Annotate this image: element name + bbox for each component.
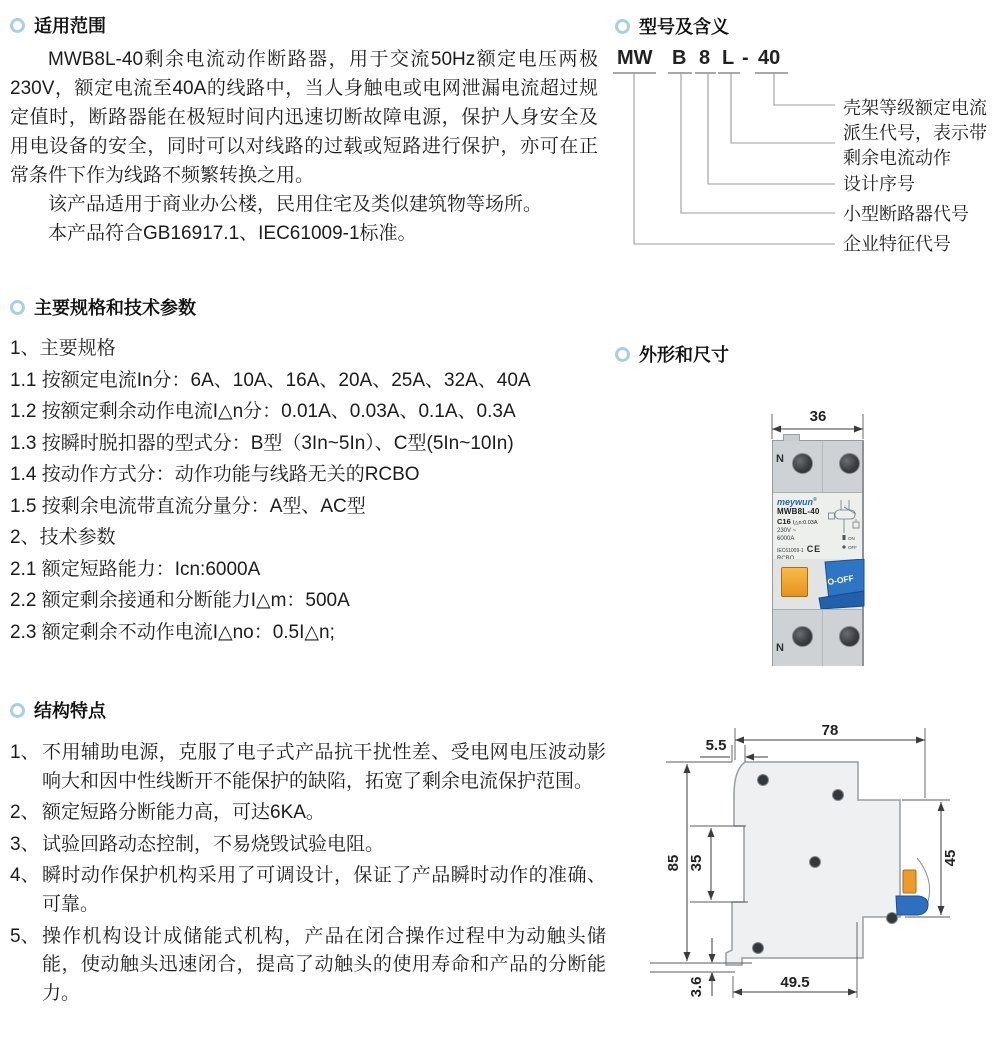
model-label: 设计序号 bbox=[843, 174, 915, 194]
svg-text:ON: ON bbox=[848, 536, 855, 541]
feature-item: 2、 额定短路分断能力高，可达6KA。 bbox=[10, 802, 325, 824]
breaker-front-view bbox=[768, 408, 868, 670]
spec-item: 1.2 按额定剩余动作电流I△n分：0.01A、0.03A、0.1A、0.3A bbox=[10, 401, 516, 422]
dim-35 bbox=[688, 826, 748, 902]
toggle-handle bbox=[773, 559, 865, 609]
breaker-side-drawing bbox=[640, 700, 972, 1022]
scope-line-2: 该产品适用于商业办公楼，民用住宅及类似建筑物等场所。 bbox=[48, 194, 543, 215]
top-terminal bbox=[773, 441, 862, 493]
bottom-terminal bbox=[773, 609, 862, 666]
model-code-l: L bbox=[722, 47, 735, 69]
spec-item: 2.1 额定短路能力：Icn:6000A bbox=[10, 558, 261, 580]
ring-icon bbox=[10, 18, 25, 33]
model-label: 派生代号，表示带剩余电流动作 bbox=[843, 123, 987, 168]
section-scope bbox=[10, 12, 598, 248]
section-model-meaning bbox=[600, 0, 1000, 290]
ring-icon bbox=[10, 300, 25, 315]
model-label: 壳架等级额定电流 bbox=[843, 98, 987, 118]
switch-area bbox=[773, 559, 862, 609]
spec-item: 1.5 按剩余电流带直流分量分：A型、AC型 bbox=[10, 495, 366, 517]
dim-36: 36 bbox=[809, 408, 827, 425]
dim-3-6 bbox=[650, 938, 735, 997]
spec-item: 1.3 按瞬时脱扣器的型式分：B型（3In~5In）、C型(5In~10In) bbox=[10, 432, 514, 454]
model-label: 企业特征代号 bbox=[843, 234, 951, 254]
terminal-screw bbox=[839, 453, 860, 474]
spec-item: 2.3 额定剩余不动作电流I△no：0.5I△n; bbox=[10, 621, 335, 643]
model-code-40: 40 bbox=[758, 47, 781, 69]
label-type: RCBO bbox=[777, 556, 795, 559]
rating-label bbox=[773, 493, 862, 559]
side-toggle bbox=[896, 896, 928, 915]
brand-logo: meywun® bbox=[777, 497, 817, 507]
features-title: 结构特点 bbox=[34, 701, 106, 721]
pole-seam bbox=[822, 610, 823, 666]
svg-text:5.5: 5.5 bbox=[705, 737, 727, 754]
specs-heading bbox=[10, 294, 610, 320]
feature-item: 4、 瞬时动作保护机构采用了可调设计，保证了产品瞬时动作的准确、可靠。 bbox=[10, 865, 606, 915]
model-title: 型号及含义 bbox=[639, 17, 729, 37]
features-heading bbox=[10, 697, 606, 723]
terminal-n-label: N bbox=[776, 453, 784, 465]
model-label: 小型断路器代号 bbox=[843, 204, 969, 224]
label-voltage: 230V ~ bbox=[777, 528, 797, 534]
section-features bbox=[10, 697, 606, 1008]
spec-item: 1.1 按额定电流In分：6A、10A、16A、20A、25A、32A、40A bbox=[10, 369, 531, 391]
svg-text:49.5: 49.5 bbox=[780, 974, 810, 991]
svg-text:78: 78 bbox=[821, 722, 839, 739]
ring-icon bbox=[615, 347, 630, 362]
spec-item: 2、技术参数 bbox=[10, 527, 116, 548]
label-standard: IEC61009-1 CE bbox=[777, 544, 822, 554]
spec-item: 1.4 按动作方式分：动作功能与线路无关的RCBO bbox=[10, 464, 420, 485]
scope-heading bbox=[10, 12, 598, 38]
terminal-n-label: N bbox=[776, 642, 784, 654]
din-tab bbox=[783, 434, 800, 441]
terminal-screw bbox=[792, 453, 813, 474]
outline-heading bbox=[615, 341, 729, 367]
scope-line-3: 本产品符合GB16917.1、IEC61009-1标准。 bbox=[48, 223, 417, 244]
ring-icon bbox=[10, 703, 25, 718]
feature-item: 5、 操作机构设计成储能式机构，产品在闭合操作过程中为动触头储能，使动触头迅速闭合，提高了动触头的使用寿命和产品的分断能力。 bbox=[10, 925, 606, 1004]
outline-title: 外形和尺寸 bbox=[639, 345, 729, 365]
pole-seam bbox=[822, 441, 823, 492]
breaker-body bbox=[772, 440, 864, 666]
terminal-screw bbox=[839, 626, 860, 647]
terminal-screw bbox=[792, 626, 813, 647]
svg-text:O-OFF: O-OFF bbox=[826, 572, 855, 587]
label-breaking: 6000A bbox=[777, 535, 795, 542]
model-code-b: B bbox=[672, 47, 687, 69]
scope-paragraph: MWB8L-40剩余电流动作断路器，用于交流50Hz额定电压两极230V，额定电流至40A的线路中，当人身触电或电网泄漏电流超过规定值时，断路器能在极短时间内迅速切断故障电源，保护人身安全及用电设备的安全，同时可以对线路的过载或短路进行保护，亦可在正常条件下作为线路不频繁转换之用。 bbox=[10, 49, 598, 186]
model-code-dash: - bbox=[742, 47, 749, 69]
feature-item: 1、 不用辅助电源，克服了电子式产品抗干扰性差、受电网电压波动影响大和因中性线断开不能保护的缺陷，拓宽了剩余电流保护范围。 bbox=[10, 742, 606, 792]
scope-title: 适用范围 bbox=[34, 16, 106, 36]
svg-text:45: 45 bbox=[942, 849, 959, 867]
svg-text:35: 35 bbox=[688, 854, 705, 872]
wiring-diagram bbox=[828, 498, 860, 554]
specs-title: 主要规格和技术参数 bbox=[34, 298, 196, 318]
svg-text:85: 85 bbox=[665, 854, 682, 872]
side-test-button bbox=[903, 870, 916, 893]
spec-item: 2.2 额定剩余接通和分断能力I△m：500A bbox=[10, 590, 350, 611]
feature-item: 3、 试验回路动态控制，不易烧毁试验电阻。 bbox=[10, 833, 385, 855]
dim-5-5 bbox=[700, 737, 768, 762]
model-code-8: 8 bbox=[699, 47, 711, 69]
model-code-mw: MW bbox=[617, 47, 653, 69]
label-curve-rating: C16 I△n:0.03A bbox=[777, 517, 818, 526]
spec-item: 1、主要规格 bbox=[10, 338, 116, 359]
svg-text:OFF: OFF bbox=[848, 545, 857, 550]
label-model: MWB8L-40 bbox=[777, 507, 820, 516]
svg-text:3.6: 3.6 bbox=[688, 976, 705, 998]
section-specs bbox=[10, 294, 610, 648]
